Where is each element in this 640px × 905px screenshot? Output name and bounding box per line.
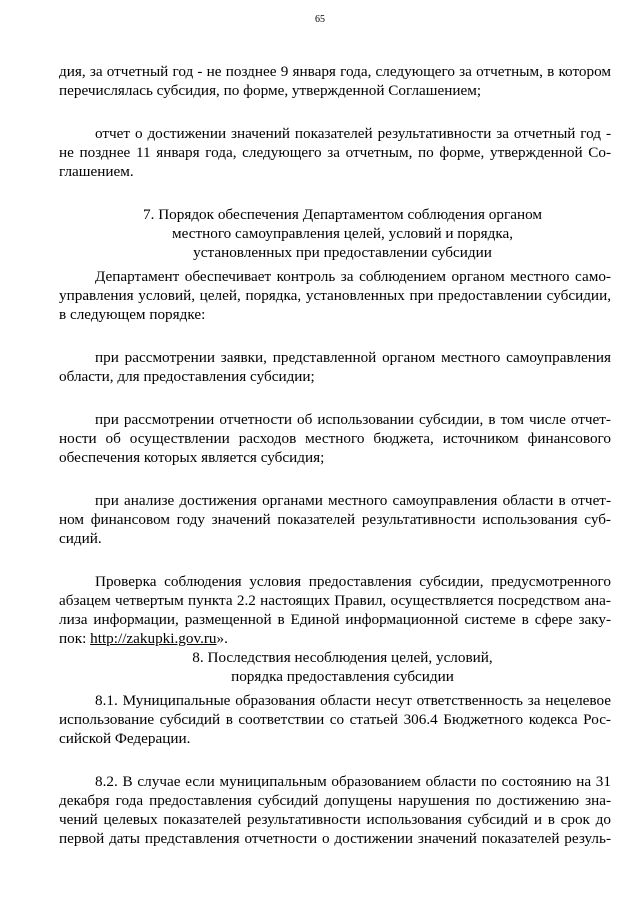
link-suffix: ». xyxy=(216,630,228,647)
paragraph-line: использование субсидий в соответствии со статьей 306.4 Бюджетного кодекса Рос- xyxy=(59,711,611,728)
paragraph-line: в следующем порядке: xyxy=(59,306,206,323)
paragraph-line: отчет о достижении значений показателей результативности за отчетный год - xyxy=(95,125,611,142)
paragraph-line: перечислялась субсидия, по форме, утвержденной Соглашением; xyxy=(59,82,482,99)
heading-line: установленных при предоставлении субсидии xyxy=(193,244,492,261)
paragraph-line: не позднее 11 января года, следующего за отчетным, по форме, утвержденной Со- xyxy=(59,144,611,161)
link-prefix: пок: xyxy=(59,630,91,647)
zakupki-link[interactable]: http://zakupki.gov.ru xyxy=(90,630,217,647)
paragraph-line: лиза информации, размещенной в Единой информационной системе в сфере заку- xyxy=(59,611,611,628)
paragraph-line: декабря года предоставления субсидий допущены нарушения по достижению зна- xyxy=(59,792,611,809)
paragraph-line: 8.2. В случае если муниципальным образованием области по состоянию на 31 xyxy=(95,773,611,790)
page-number: 65 xyxy=(315,14,325,25)
paragraph-line: управления условий, целей, порядка, установленных при предоставлении субсидии, xyxy=(59,287,611,304)
heading-line: 7. Порядок обеспечения Департаментом соблюдения органом xyxy=(143,206,542,223)
paragraph-line: при рассмотрении заявки, представленной органом местного самоуправления xyxy=(95,349,611,366)
heading-line: 8. Последствия несоблюдения целей, условий, xyxy=(192,649,493,666)
heading-line: местного самоуправления целей, условий и порядка, xyxy=(171,225,514,242)
paragraph-line: при рассмотрении отчетности об использовании субсидии, в том числе отчет- xyxy=(95,411,611,428)
paragraph-line: Проверка соблюдения условия предоставления субсидии, предусмотренного xyxy=(95,573,611,590)
paragraph-line: обеспечения которых является субсидия; xyxy=(59,449,325,466)
paragraph-line: первой даты представления отчетности о достижении значений показателей резуль- xyxy=(59,830,611,847)
paragraph-line: ности об осуществлении расходов местного бюджета, источником финансового xyxy=(59,430,611,447)
paragraph-line xyxy=(59,629,611,648)
paragraph-line: глашением. xyxy=(59,163,134,180)
paragraph-line: сидий. xyxy=(59,530,102,547)
paragraph-line: 8.1. Муниципальные образования области несут ответственность за нецелевое xyxy=(95,692,611,709)
heading-line: порядка предоставления субсидии xyxy=(231,668,454,685)
paragraph-line: абзацем четвертым пункта 2.2 настоящих Правил, осуществляется посредством ана- xyxy=(59,592,611,609)
paragraph-line: дия, за отчетный год - не позднее 9 января года, следующего за отчетным, в котором xyxy=(59,63,611,80)
paragraph-line: сийской Федерации. xyxy=(59,730,191,747)
paragraph-line: области, для предоставления субсидии; xyxy=(59,368,315,385)
paragraph-line: ном финансовом году значений показателей результативности использования суб- xyxy=(59,511,611,528)
paragraph-line: при анализе достижения органами местного самоуправления области в отчет- xyxy=(95,492,611,509)
paragraph-line: чений целевых показателей результативности использования субсидий и в срок до xyxy=(59,811,611,828)
paragraph-line: Департамент обеспечивает контроль за соблюдением органом местного само- xyxy=(95,268,611,285)
